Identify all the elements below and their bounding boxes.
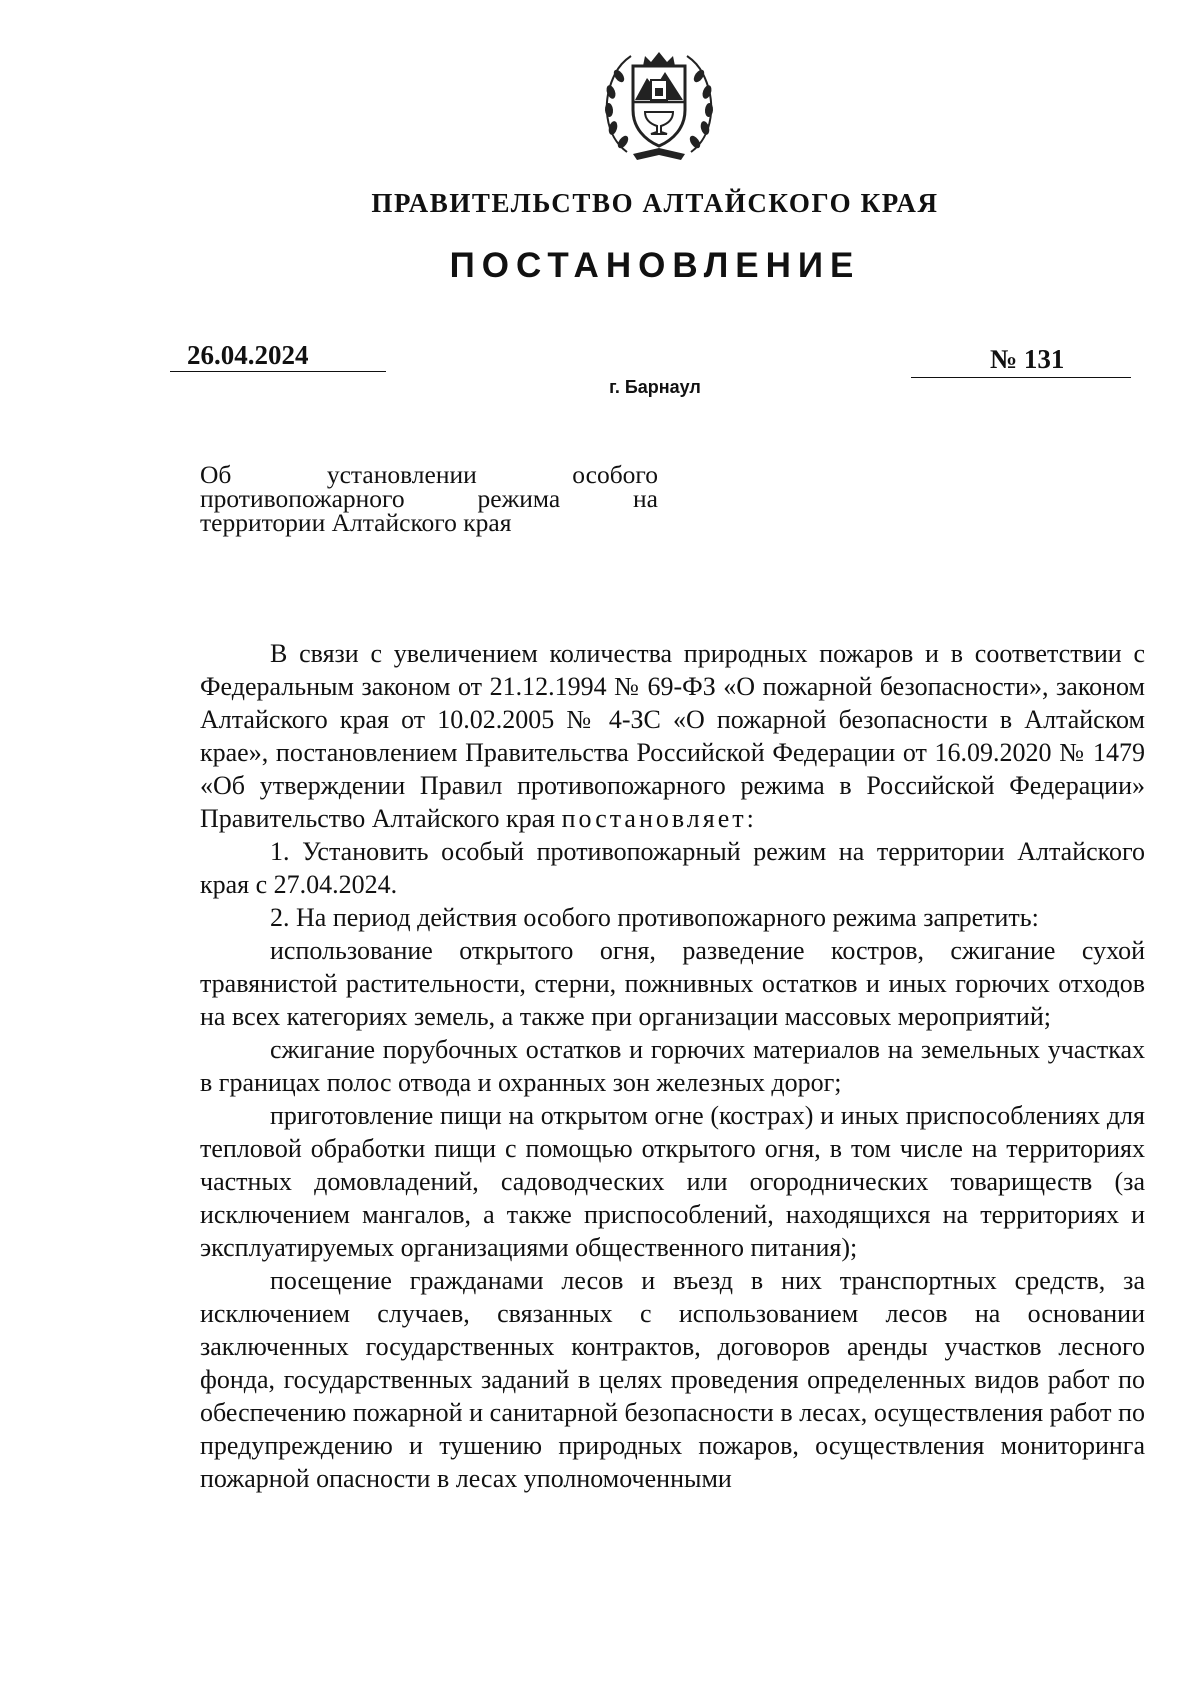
- prohibition-paragraph: посещение гражданами лесов и въезд в них транспортных средств, за исключением случаев, связанных с использованием лесов на основании заключенных государственных контрактов, договоров аренды участков лесного фонда, государственных заданий в целях проведения определенных видов работ по обеспечению пожарной и санитарной безопасности в лесах, осуществления работ по предупреждению и тушению природных пожаров, осуществления мониторинга пожарной опасности в лесах уполномоченными: [200, 1266, 1145, 1493]
- intro-text: В связи с увеличением количества природных пожаров и в соответствии с Федеральным законом от 21.12.1994 № 69-ФЗ «О пожарной безопасности», законом Алтайского края от 10.02.2005 № 4-ЗС «О пожарной безопасности в Алтайском крае», постановлением Правительства Российской Федерации от 16.09.2020 № 1479 «Об утверждении Правил противопожарного режима в Российской Федерации» Правительство Алтайского края: [200, 639, 1145, 833]
- prohibition-paragraph: использование открытого огня, разведение костров, сжигание сухой травянистой растительности, стерни, пожнивных остатков и иных горючих отходов на всех категориях земель, а также при организации массовых мероприятий;: [200, 936, 1145, 1031]
- decree-suffix: :: [746, 804, 754, 833]
- date-underline: [170, 371, 386, 372]
- document-body: [200, 637, 1145, 1495]
- prohibition-paragraph: приготовление пищи на открытом огне (кострах) и иных приспособлениях для тепловой обработки пищи с помощью открытого огня, в том числе на территориях частных домовладений, садоводческих или огороднических товариществ (за исключением мангалов, а также приспособлений, находящихся на территориях и эксплуатируемых организациями общественного питания);: [200, 1101, 1145, 1262]
- altai-krai-coat-of-arms-icon: [597, 44, 721, 168]
- body-paragraph-intro: [200, 637, 1145, 835]
- organization-title: ПРАВИТЕЛЬСТВО АЛТАЙСКОГО КРАЯ: [371, 188, 939, 218]
- prohibition-paragraph: сжигание порубочных остатков и горючих материалов на земельных участках в границах полос отвода и охранных зон железных дорог;: [200, 1035, 1145, 1097]
- document-number: № 131: [990, 344, 1065, 374]
- subject-line: территории Алтайского края: [200, 508, 512, 537]
- body-paragraph-item2: 2. На период действия особого противопожарного режима запретить:: [270, 903, 1039, 932]
- city-label: г. Барнаул: [609, 377, 701, 397]
- document-type-title: ПОСТАНОВЛЕНИЕ: [449, 246, 861, 285]
- decree-word: постановляет: [561, 804, 747, 833]
- subject-line: противопожарного режима на: [200, 484, 658, 513]
- document-date: 26.04.2024: [187, 340, 309, 370]
- body-paragraph-item1: 1. Установить особый противопожарный режим на территории Алтайского края с 27.04.2024.: [200, 837, 1145, 899]
- subject-line: Об установлении особого: [200, 460, 658, 489]
- document-subject: [200, 460, 658, 537]
